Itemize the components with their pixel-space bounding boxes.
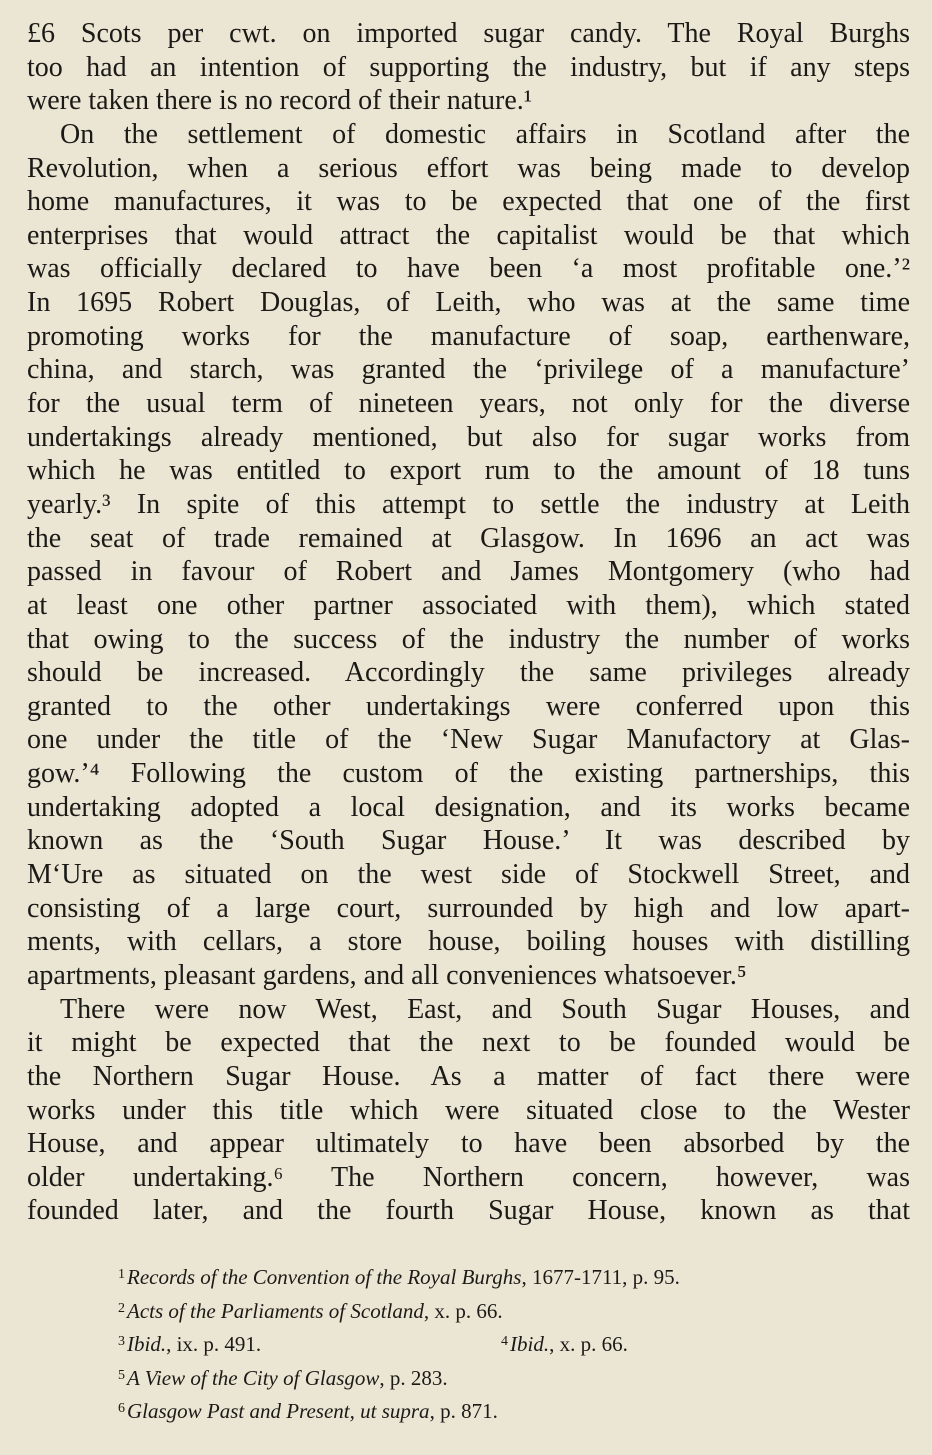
footnote-ref: , ix. p. 491. [166,1332,262,1356]
footnotes [118,1258,818,1426]
footnote-title: A View of the City of Glasgow [127,1365,380,1390]
footnote-mark: 2 [118,1300,125,1316]
footnote-mark: 3 [118,1334,125,1349]
text-line: at least one other partner associated with them), which stated [27,589,910,621]
text-line: promoting works for the manufacture of soap, earthenware, [27,320,910,352]
text-line: £6 Scots per cwt. on imported sugar candy. The Royal Burghs [27,18,910,49]
footnote-ref: , x. p. 66. [423,1298,503,1323]
footnote-2 [118,1292,818,1326]
footnote-ref: , p. 871. [429,1399,498,1423]
text-line: that owing to the success of the industry the number of works [27,623,910,655]
text-line: works under this title which were situated close to the Wester [27,1094,910,1126]
footnote-ref: , p. 283. [379,1365,448,1390]
footnote-1 [118,1258,818,1292]
footnote-ref: , x. p. 66. [549,1332,628,1356]
text-line: should be increased. Accordingly the same privileges already [27,657,910,689]
text-line: undertaking adopted a local designation, and its works became [27,791,910,823]
footnote-title: Glasgow Past and Present, ut supra [127,1399,430,1423]
text-line: which he was entitled to export rum to the amount of 18 tuns [27,455,910,487]
text-line: enterprises that would attract the capitalist would be that which [27,219,910,251]
text-line: undertakings already mentioned, but also for sugar works from [27,421,910,453]
footnote-3-4 [118,1325,818,1359]
text-line: known as the ‘South Sugar House.’ It was described by [27,825,910,857]
footnote-mark: 1 [118,1267,125,1282]
text-line: older undertaking.⁶ The Northern concern, however, was [27,1161,910,1193]
footnote-mark: 5 [118,1367,125,1383]
footnote-title: Ibid. [510,1332,550,1356]
text-line: apartments, pleasant gardens, and all conveniences whatsoever.⁵ [27,959,747,991]
text-line: were taken there is no record of their nature.¹ [27,85,533,117]
text-line: House, and appear ultimately to have been absorbed by the [27,1128,910,1160]
text-line: it might be expected that the next to be founded would be [27,1027,910,1059]
text-line: the Northern Sugar House. As a matter of fact there were [27,1060,910,1092]
body-text [27,17,910,1228]
text-line: the seat of trade remained at Glasgow. In 1696 an act was [27,522,910,554]
text-line: for the usual term of nineteen years, not only for the diverse [27,388,910,420]
text-line: home manufactures, it was to be expected that one of the first [27,186,910,218]
text-line: gow.’⁴ Following the custom of the existing partnerships, this [27,758,910,790]
text-line: granted to the other undertakings were conferred upon this [27,690,910,722]
text-line: M‘Ure as situated on the west side of Stockwell Street, and [27,859,910,891]
text-line: yearly.³ In spite of this attempt to settle the industry at Leith [27,488,910,520]
footnote-5 [118,1359,818,1393]
text-line: On the settlement of domestic affairs in Scotland after the [60,118,910,150]
text-line: china, and starch, was granted the ‘privilege of a manufacture’ [27,354,910,386]
text-line: There were now West, East, and South Sugar Houses, and [60,993,910,1025]
footnote-ref: , 1677-1711, p. 95. [521,1265,680,1289]
footnote-4 [501,1325,628,1362]
text-line: consisting of a large court, surrounded by high and low apart- [27,892,910,924]
footnote-title: Acts of the Parliaments of Scotland [127,1298,424,1323]
footnote-mark: 4 [501,1334,508,1349]
text-line: passed in favour of Robert and James Montgomery (who had [27,556,910,588]
text-line: ments, with cellars, a store house, boiling houses with distilling [27,926,910,958]
footnote-6 [118,1392,818,1426]
footnote-title: Records of the Convention of the Royal Burghs [127,1265,522,1289]
text-line: too had an intention of supporting the industry, but if any steps [27,51,910,83]
footnote-mark: 6 [118,1401,125,1416]
footnote-title: Ibid. [127,1332,167,1356]
text-line: one under the title of the ‘New Sugar Manufactory at Glas- [27,724,910,756]
text-line: was officially declared to have been ‘a most profitable one.’² [27,253,910,285]
text-line: founded later, and the fourth Sugar House, known as that [27,1195,910,1227]
text-line: In 1695 Robert Douglas, of Leith, who was at the same time [27,287,910,319]
text-line: Revolution, when a serious effort was being made to develop [27,152,910,184]
